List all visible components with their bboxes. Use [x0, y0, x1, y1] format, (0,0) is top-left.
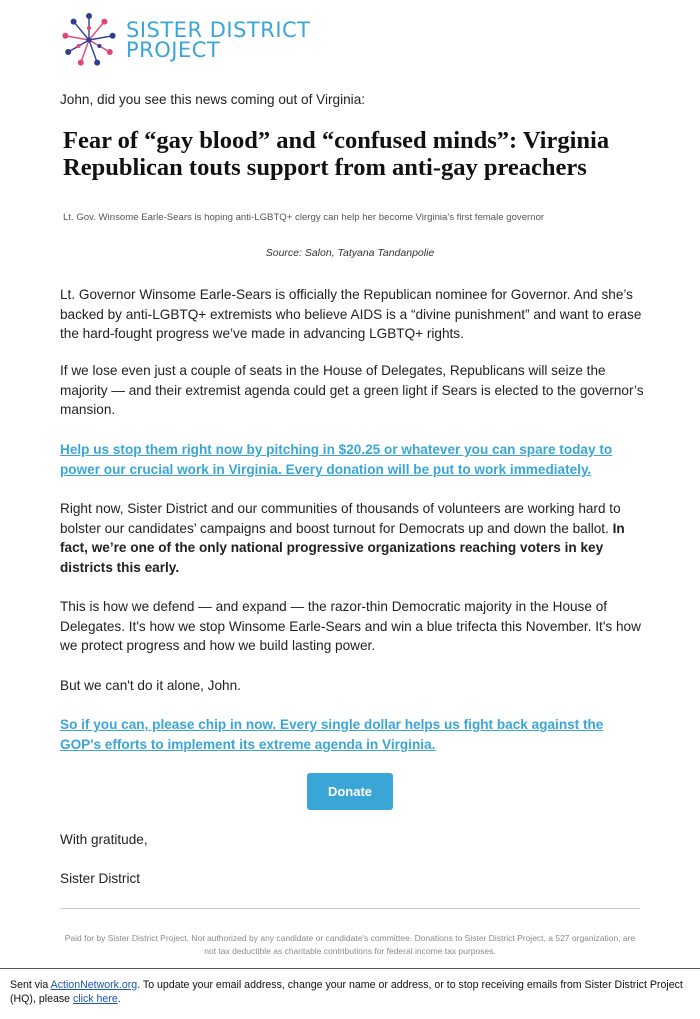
greeting: John, did you see this news coming out of Virginia:	[60, 92, 366, 107]
footer	[0, 968, 700, 1019]
chip-in-link[interactable]: So if you can, please chip in now. Every single dollar helps us fight back against the GOP's efforts to implement its extreme agenda in Virginia.	[60, 717, 604, 752]
paragraph-nominee: Lt. Governor Winsome Earle-Sears is officially the Republican nominee for Governor. And she’s backed by anti-LGBTQ+ extremists who believe AIDS is a “divine punishment” and want to erase the hard-fought progress we’ve made in advancing LGBTQ+ rights.	[60, 287, 642, 342]
paragraph-cant-alone: But we can't do it alone, John.	[60, 678, 241, 693]
click-here-link[interactable]: click here	[73, 992, 118, 1005]
divider	[60, 908, 640, 909]
actionnetwork-link[interactable]: ActionNetwork.org	[50, 979, 138, 991]
brand-name	[126, 20, 311, 60]
paragraph-defend-majority: This is how we defend — and expand — the razor-thin Democratic majority in the House of Delegates. It's how we stop Winsome Earle-Sears and win a blue trifecta this November. It's how we protect progress and how we build lasting power.	[60, 599, 641, 654]
closing: With gratitude,	[60, 832, 148, 847]
article-headline: Fear of “gay blood” and “confused minds”: Virginia Republican touts support from anti-gay preachers	[63, 127, 610, 181]
paragraph-volunteers	[60, 499, 645, 578]
signature: Sister District	[60, 871, 141, 886]
article-source: Source: Salon, Tatyana Tandanpolie	[265, 247, 435, 259]
footer-text	[10, 979, 690, 1006]
brand-name-line1: SISTER DISTRICT	[126, 18, 311, 42]
chip-in-link-paragraph	[60, 715, 645, 754]
footer-middle: . To update your email address, change your name or address, or to stop receiving emails from Sister District Project (HQ), please	[10, 979, 683, 1005]
paragraph-house-majority: If we lose even just a couple of seats in the House of Delegates, Republicans will seize the majority — and their extremist agenda could get a green light if Sears is elected to the governor’s mansion.	[60, 363, 644, 418]
brand-logo[interactable]	[58, 9, 311, 71]
legal-disclaimer: Paid for by Sister District Project. Not authorized by any candidate or candidate's committee. Donations to Sister District Project, a 527 organization, are not tax deductible as charitable contributions for federal income tax purposes.	[64, 933, 636, 956]
article-subhead: Lt. Gov. Winsome Earle-Sears is hoping anti-LGBTQ+ clergy can help her become Virginia's first female governor	[63, 212, 545, 223]
paragraph-volunteers-text: Right now, Sister District and our communities of thousands of volunteers are working hard to bolster our candidates’ campaigns and boost turnout for Democrats up and down the ballot.	[60, 501, 621, 536]
donate-link-2025[interactable]: Help us stop them right now by pitching in $20.25 or whatever you can spare today to power our crucial work in Virginia. Every donation will be put to work immediately.	[60, 442, 613, 477]
donate-button[interactable]: Donate	[307, 773, 393, 810]
footer-prefix: Sent via	[10, 979, 51, 991]
footer-suffix: .	[117, 992, 121, 1005]
donate-link-paragraph	[60, 440, 645, 479]
paragraph-volunteers-bold: In fact, we’re one of the only national progressive organizations reaching voters in key districts this early.	[60, 520, 625, 576]
starburst-logo-icon	[58, 9, 120, 71]
brand-name-line2: PROJECT	[126, 38, 221, 62]
